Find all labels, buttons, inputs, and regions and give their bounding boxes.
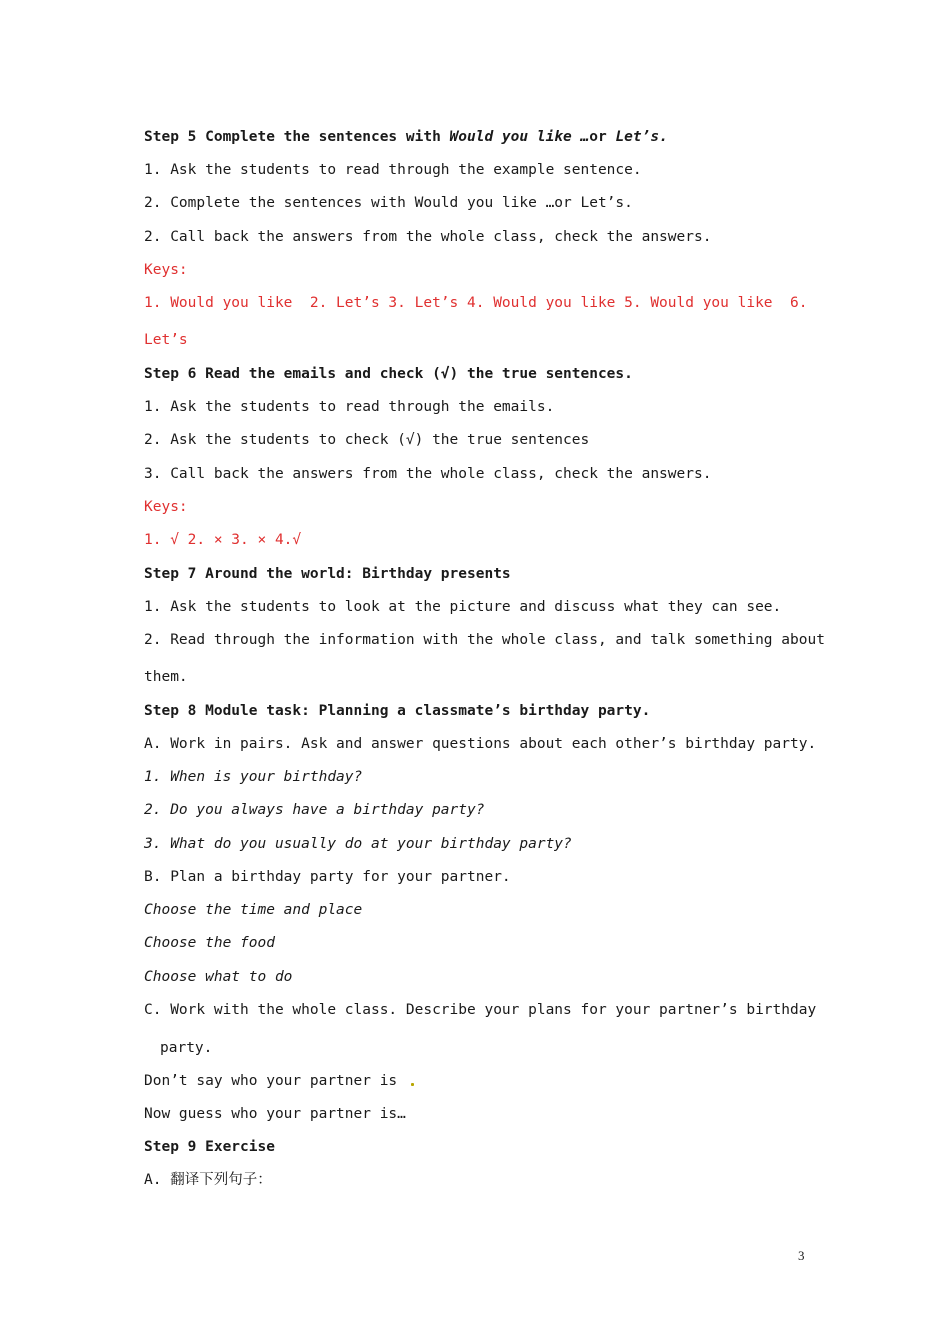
step6-item-1: 1. Ask the students to read through the emails. (144, 399, 555, 415)
step8-part-c-line-2: party. (160, 1040, 213, 1056)
step5-keys-label: Keys: (144, 262, 188, 278)
step8-c-item-2: Now guess who your partner is… (144, 1106, 406, 1122)
step6-heading: Step 6 Read the emails and check (√) the true sentences. (144, 366, 633, 382)
step8-heading: Step 8 Module task: Planning a classmate’s birthday party. (144, 703, 651, 719)
step8-b-item-2: Choose the food (144, 935, 275, 951)
step8-part-b: B. Plan a birthday party for your partner. (144, 869, 511, 885)
step5-heading-mid: or (589, 129, 616, 145)
step8-part-c-line-1: C. Work with the whole class. Describe your plans for your partner’s birthday (144, 1002, 817, 1018)
step5-keys-line-1: 1. Would you like 2. Let’s 3. Let’s 4. Would you like 5. Would you like 6. (144, 295, 808, 311)
step6-item-3: 3. Call back the answers from the whole class, check the answers. (144, 466, 712, 482)
step7-heading: Step 7 Around the world: Birthday presents (144, 566, 511, 582)
step5-item-1: 1. Ask the students to read through the example sentence. (144, 162, 642, 178)
step8-c-item-1: Don’t say who your partner is (144, 1073, 398, 1089)
step9-part-a: A. 翻译下列句子： (144, 1172, 272, 1188)
step7-item-1: 1. Ask the students to look at the picture and discuss what they can see. (144, 599, 782, 615)
step7-item-2-line-1: 2. Read through the information with the whole class, and talk something about (144, 632, 825, 648)
step6-keys-label: Keys: (144, 499, 188, 515)
step5-item-3: 2. Call back the answers from the whole class, check the answers. (144, 229, 712, 245)
step9-heading: Step 9 Exercise (144, 1139, 275, 1155)
step5-heading-italic: Would you like … (449, 129, 590, 145)
step5-heading (144, 127, 668, 147)
step8-b-item-3: Choose what to do (144, 969, 293, 985)
step8-part-a: A. Work in pairs. Ask and answer questions about each other’s birthday party. (144, 736, 817, 752)
step6-keys-line: 1. √ 2. × 3. × 4.√ (144, 532, 302, 548)
step5-heading-text: Step 5 Complete the sentences with (144, 129, 450, 145)
step7-item-2-line-2: them. (144, 669, 188, 685)
step5-item-2: 2. Complete the sentences with Would you like …or Let’s. (144, 195, 633, 211)
step5-heading-italic2: Let’s. (615, 129, 668, 145)
step8-question-2: 2. Do you always have a birthday party? (144, 802, 485, 818)
page-number: 3 (798, 1248, 805, 1263)
step8-question-1: 1. When is your birthday? (144, 769, 363, 785)
step8-b-item-1: Choose the time and place (144, 902, 363, 918)
step6-item-2: 2. Ask the students to check (√) the true sentences (144, 432, 590, 448)
step5-keys-line-2: Let’s (144, 332, 188, 348)
stray-mark (411, 1083, 414, 1086)
step8-question-3: 3. What do you usually do at your birthday party? (144, 836, 572, 852)
